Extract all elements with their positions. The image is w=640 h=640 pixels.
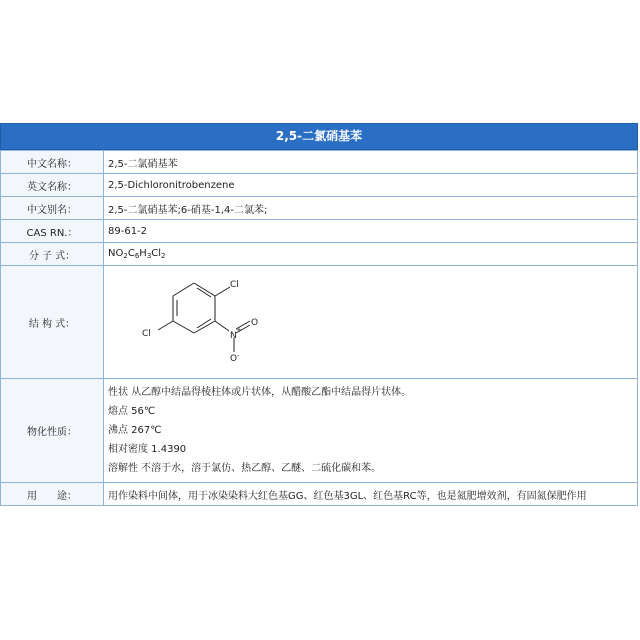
formula-part: C [127, 248, 135, 259]
value-structural-formula [104, 266, 638, 379]
label-cas-number: CAS RN.： [1, 220, 104, 243]
atom-chlorine-top: Cl [230, 280, 239, 290]
value-molecular-formula [104, 243, 638, 266]
value-cas-number: 89-61-2 [104, 220, 638, 243]
bonds [158, 287, 250, 352]
label-chinese-name: 中文名称： [1, 151, 104, 174]
compound-title: 2,5-二氯硝基苯 [0, 123, 638, 150]
row-structural-formula [1, 266, 638, 379]
value-usage: 用作染料中间体，用于冰染染料大红色基GG、红色基3GL、红色基RC等，也是氮肥增效剂，有固氮保肥作用 [104, 483, 638, 506]
value-chinese-name: 2,5-二氯硝基苯 [104, 151, 638, 174]
label-physical-properties: 物化性质： [1, 379, 104, 483]
property-appearance: 性状 从乙醇中结晶得棱柱体或片状体，从醋酸乙酯中结晶得片状体。 [108, 387, 412, 398]
oxygen-charge: - [237, 352, 240, 360]
benzene-ring [173, 283, 215, 333]
formula-subscript: 2 [123, 252, 128, 260]
atom-chlorine-left: Cl [142, 329, 151, 339]
row-english-name [1, 174, 638, 197]
properties-table [0, 150, 638, 506]
row-chinese-alias [1, 197, 638, 220]
property-melting-point: 熔点 56℃ [108, 406, 156, 417]
property-density: 相对密度 1.4390 [108, 444, 187, 455]
label-structural-formula: 结 构 式： [1, 266, 104, 379]
label-usage: 用 途： [1, 483, 104, 506]
label-chinese-alias: 中文别名： [1, 197, 104, 220]
value-english-name: 2,5-Dichloronitrobenzene [104, 174, 638, 197]
formula-subscript: 2 [161, 252, 166, 260]
formula-part: NO [108, 248, 124, 259]
compound-info-sheet [0, 123, 638, 506]
formula-part: H [139, 248, 147, 259]
row-usage [1, 483, 638, 506]
row-chinese-name [1, 151, 638, 174]
value-physical-properties [104, 379, 638, 483]
property-boiling-point: 沸点 267℃ [108, 425, 162, 436]
property-solubility: 溶解性 不溶于水，溶于氯仿、热乙醇、乙醚、二硫化碳和苯。 [108, 463, 382, 474]
atom-oxygen-bottom: O [230, 354, 238, 364]
formula-subscript: 6 [134, 252, 140, 260]
nitrogen-charge: + [236, 326, 242, 334]
atom-nitrogen: N [230, 331, 237, 341]
formula-subscript: 3 [146, 252, 152, 260]
value-chinese-alias: 2,5-二氯硝基苯;6-硝基-1,4-二氯苯; [104, 197, 638, 220]
formula-part: Cl [151, 248, 162, 259]
label-english-name: 英文名称： [1, 174, 104, 197]
structure-diagram [112, 269, 292, 375]
row-molecular-formula [1, 243, 638, 266]
row-cas-number [1, 220, 638, 243]
label-molecular-formula: 分 子 式： [1, 243, 104, 266]
row-physical-properties [1, 379, 638, 483]
atom-oxygen-top: O [251, 318, 259, 328]
